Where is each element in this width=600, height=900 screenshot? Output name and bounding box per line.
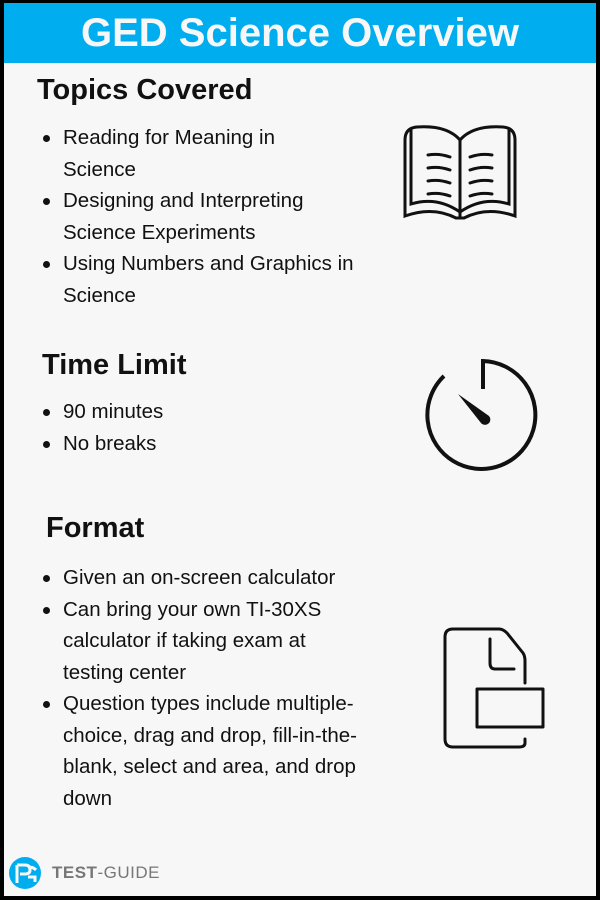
header-bar	[4, 3, 596, 63]
list-item: Question types include multiple-choice, drag and drop, fill-in-the-blank, select and area, and drop down	[41, 688, 398, 814]
page-title: GED Science Overview	[80, 11, 519, 55]
format-list	[41, 562, 401, 814]
section-heading: Time Limit	[42, 349, 187, 381]
infographic-card	[4, 3, 596, 896]
document-form-icon	[439, 623, 549, 753]
list-item: Designing and Interpreting Science Experiments	[41, 185, 353, 248]
brand-bold: TEST	[52, 863, 98, 882]
section-heading: Topics Covered	[37, 74, 253, 106]
list-item: Using Numbers and Graphics in Science	[41, 248, 363, 311]
brand-name	[52, 863, 160, 883]
footer-brand	[8, 856, 160, 890]
list-item: Can bring your own TI-30XS calculator if taking exam at testing center	[41, 594, 333, 689]
brand-rest: -GUIDE	[97, 863, 160, 882]
section-heading: Format	[46, 512, 145, 544]
timer-icon	[419, 353, 543, 477]
list-item: 90 minutes	[41, 396, 596, 428]
list-item: Given an on-screen calculator	[41, 562, 401, 594]
test-guide-logo-icon	[8, 856, 42, 890]
topics-list	[41, 122, 361, 311]
list-item: No breaks	[41, 428, 596, 460]
open-book-icon	[397, 120, 523, 224]
list-item: Reading for Meaning in Science	[41, 122, 343, 185]
